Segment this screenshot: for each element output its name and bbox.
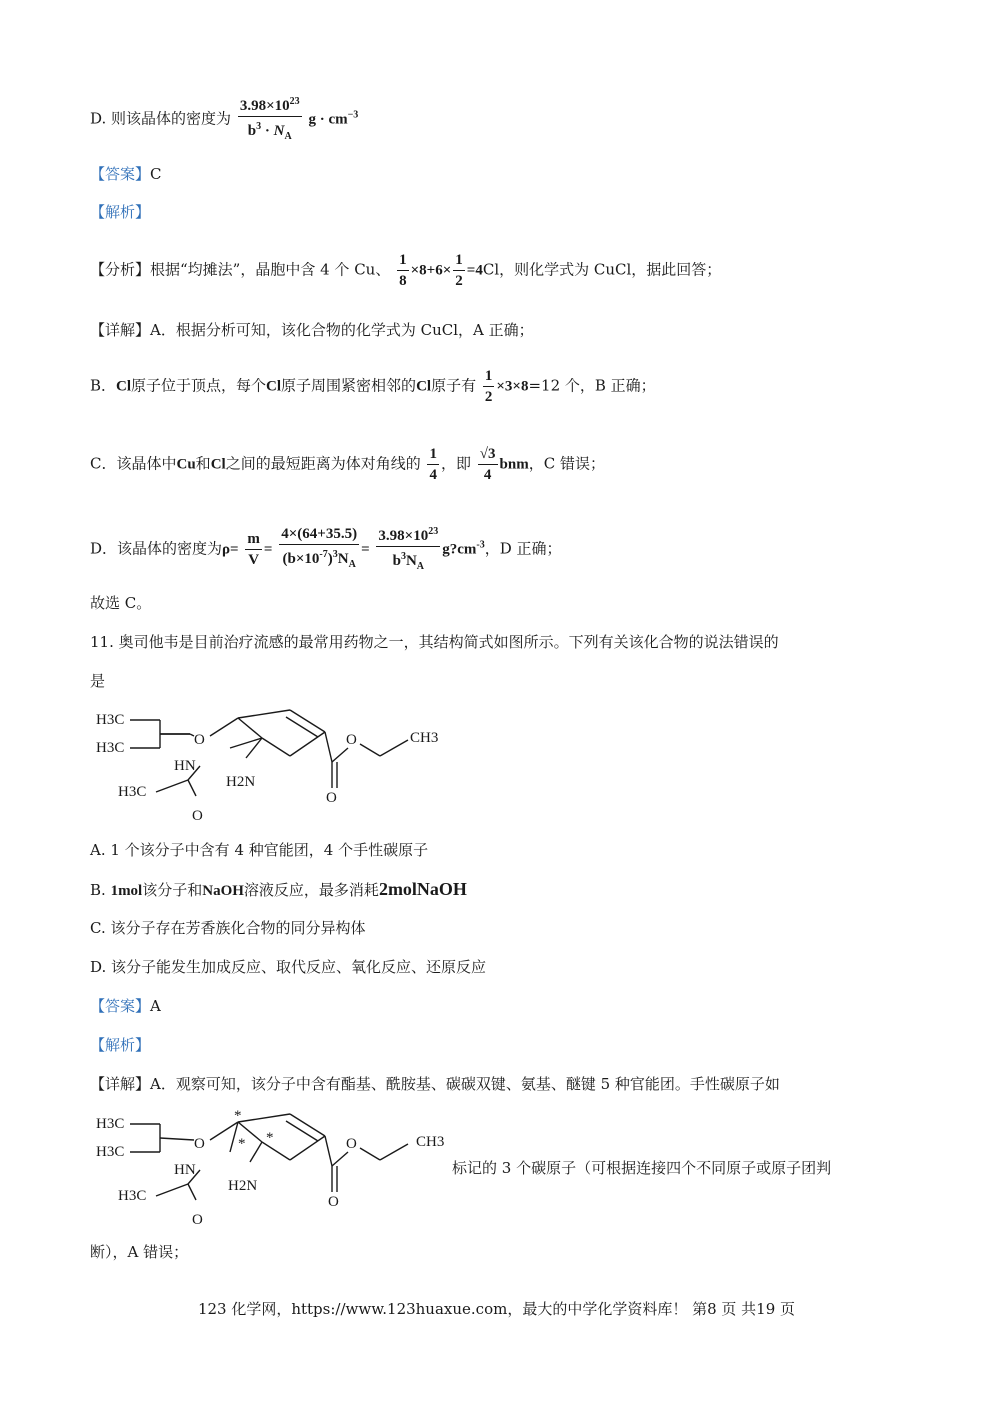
detail-side-text: 标记的 3 个碳原子（可根据连接四个不同原子或原子团判 (452, 1159, 832, 1177)
fraction-1-2 (453, 250, 465, 291)
oseltamivir-structure (90, 700, 460, 830)
mol-h3c-mid: H3C (96, 740, 125, 756)
fraction-m-v (245, 529, 262, 570)
frac-den-sub: A (416, 561, 425, 572)
option-b-text-2: 溶液反应，最多消耗 (243, 881, 379, 899)
q11-option-d (90, 956, 486, 978)
option-d-text: D. 该分子能发生加成反应、取代反应、氧化反应、还原反应 (90, 958, 487, 976)
answer-value: A (150, 997, 161, 1015)
prev-conclusion (90, 592, 151, 614)
rho-symbol: ρ= (222, 541, 239, 558)
xiangjie-tag: 【详解】 (90, 321, 151, 339)
prev-answer (90, 163, 162, 185)
chiral-star-2: * (238, 1136, 246, 1152)
q11-option-b (90, 878, 467, 902)
fraction-1-8 (397, 250, 409, 291)
option-b-naoh: NaOH (202, 883, 244, 899)
mol-h3c-top: H3C (96, 712, 125, 728)
frac-num: 3.98×10 (239, 98, 290, 114)
mol-hn: HN (174, 758, 196, 774)
c-text-1: 和 (195, 454, 211, 473)
mol-o-amide: O (192, 1212, 203, 1228)
q11-answer (90, 995, 161, 1017)
q11-stem-2 (90, 670, 105, 692)
mol-h3c-mid: H3C (96, 1144, 125, 1160)
d-unit-exp: -3 (476, 539, 485, 551)
c-unit: bnm (499, 456, 529, 473)
mol-o-carbonyl: O (326, 790, 337, 806)
equals: = (263, 541, 273, 558)
stem-text-1: 11. 奥司他韦是目前治疗流感的最常用药物之一，其结构简式如图所示。下列有关该化合物的说法错误的 (90, 633, 779, 651)
cl-symbol: Cl (210, 456, 226, 473)
frac-den: b (392, 553, 401, 569)
frac-den-b: ) (327, 551, 333, 567)
mol-ch3: CH3 (410, 730, 439, 746)
mol-o-ester: O (346, 1136, 357, 1152)
frac-num: 1 (453, 250, 465, 271)
frac-den-sub: A (348, 559, 356, 570)
frac-num: 4×(64+35.5) (279, 524, 359, 545)
option-b-mol: 1mol (110, 883, 143, 899)
mol-h2n: H2N (226, 774, 256, 790)
c-text-3: ，即 (440, 454, 471, 473)
detail-tag: 【详解】 (90, 1075, 151, 1093)
frac-den-na: N (273, 123, 285, 139)
prev-option-d (90, 92, 358, 147)
prev-fenxi (90, 250, 721, 291)
option-b-text-1: 该分子和 (142, 881, 203, 899)
option-b-label: B. (90, 881, 111, 899)
density-fraction (238, 92, 302, 147)
frac-num: 1 (483, 366, 495, 387)
fenxi-tag: 【分析】 (90, 260, 151, 279)
prev-xiangjie-b (90, 366, 656, 407)
frac-den-exp: 3 (400, 551, 406, 562)
density-unit: g · cm (308, 111, 348, 128)
frac-num: 1 (397, 250, 409, 271)
answer-tag: 【答案】 (90, 997, 151, 1015)
mol-hn: HN (174, 1162, 196, 1178)
footer-text: 123 化学网，https://www.123huaxue.com，最大的中学化学资料库！ 第8 页 共19 页 (197, 1300, 796, 1318)
b-prefix: B． (90, 376, 117, 395)
prev-xiangjie-d (90, 522, 562, 577)
mol-h3c-acetyl: H3C (118, 1188, 147, 1204)
option-c-text: C. 该分子存在芳香族化合物的同分异构体 (90, 919, 366, 937)
frac-num: m (245, 529, 262, 550)
b-text-2: 原子周围紧密相邻的 (281, 376, 417, 395)
frac-den-exp1: -7 (319, 549, 328, 560)
conclusion-text: 故选 C。 (90, 594, 152, 612)
cu-symbol: Cu (176, 456, 196, 473)
fraction-result (376, 522, 440, 577)
detail-end-text: 断），A 错误； (90, 1243, 189, 1261)
page-footer (0, 1298, 993, 1319)
q11-detail (90, 1073, 780, 1095)
q11-option-a (90, 839, 428, 861)
frac-den: V (248, 552, 260, 568)
frac-den-base: b (247, 123, 257, 139)
frac-den-dot: · (261, 123, 274, 139)
frac-den-exp2: 3 (332, 549, 338, 560)
fraction-1-4 (427, 444, 439, 485)
fenxi-math-1: ×8+6× (410, 262, 452, 279)
fenxi-math-2: =4 (466, 262, 483, 279)
mol-o-ether: O (194, 732, 205, 748)
q11-detail-end (90, 1241, 188, 1263)
q11-option-c (90, 917, 365, 939)
frac-den-a: (b×10 (282, 551, 320, 567)
d-prefix: D．该晶体的密度为 (90, 539, 223, 558)
analysis-tag: 【解析】 (90, 1036, 151, 1054)
fenxi-text-2: Cl，则化学式为 CuCl，据此回答； (482, 260, 722, 279)
frac-den: 2 (455, 273, 463, 289)
prev-analysis-tag (90, 201, 150, 223)
mol-ch3: CH3 (416, 1134, 445, 1150)
frac-num: 3.98×10 (378, 528, 429, 544)
q11-detail-side (452, 1157, 831, 1179)
chiral-star-3: * (266, 1130, 274, 1146)
frac-num-exp: 23 (428, 526, 439, 537)
b-text-3: 原子有 (431, 376, 477, 395)
frac-num: 1 (427, 444, 439, 465)
xiangjie-text: A．根据分析可知，该化合物的化学式为 CuCl，A 正确； (150, 321, 534, 339)
mol-o-amide: O (192, 808, 203, 824)
frac-den: 2 (484, 389, 493, 405)
frac-den: 8 (399, 273, 407, 289)
frac-den-exp: 3 (256, 121, 262, 132)
mol-h3c-top: H3C (96, 1116, 125, 1132)
option-a-text: A. 1 个该分子中含有 4 种官能团，4 个手性碳原子 (90, 841, 429, 859)
mol-o-ether: O (194, 1136, 205, 1152)
mol-h2n: H2N (228, 1178, 258, 1194)
b-text-4: =12 个，B 正确； (528, 376, 656, 395)
c-prefix: C．该晶体中 (90, 454, 177, 473)
frac-den: 4 (429, 467, 437, 483)
mol-h3c-acetyl: H3C (118, 784, 147, 800)
chiral-star-1: * (234, 1108, 242, 1124)
cl-symbol: Cl (266, 378, 282, 395)
fraction-1-2 (483, 366, 495, 407)
c-text-4: ，C 错误； (528, 454, 605, 473)
frac-num: √3 (478, 444, 498, 465)
analysis-tag: 【解析】 (90, 203, 151, 221)
frac-den-na-sub: A (284, 131, 292, 142)
d-text-end: ，D 正确； (484, 539, 562, 558)
d-unit: g?cm (442, 541, 477, 558)
stem-text-2: 是 (90, 672, 106, 690)
cl-symbol: Cl (416, 378, 432, 395)
oseltamivir-structure-chiral (90, 1102, 460, 1232)
density-unit-exp: −3 (347, 109, 359, 121)
prev-xiangjie-a (90, 319, 534, 341)
frac-den-na: N (405, 553, 417, 569)
frac-den-c: N (337, 551, 349, 567)
cl-symbol: Cl (116, 378, 132, 395)
b-text-1: 原子位于顶点，每个 (131, 376, 267, 395)
option-b-end: 2molNaOH (378, 879, 467, 899)
mol-o-carbonyl: O (328, 1194, 339, 1210)
answer-tag: 【答案】 (90, 165, 151, 183)
fenxi-text-1: 根据“均摊法”，晶胞中含 4 个 Cu、 (150, 260, 391, 279)
fraction-mass-volume (279, 524, 359, 575)
fraction-sqrt3-4 (478, 444, 498, 485)
equals: = (361, 541, 370, 558)
frac-den: 4 (483, 467, 492, 483)
answer-value: C (150, 165, 162, 183)
mol-o-ester: O (346, 732, 357, 748)
b-math: ×3×8 (496, 378, 529, 395)
c-text-2: 之间的最短距离为体对角线的 (225, 454, 421, 473)
frac-num-exp: 23 (289, 96, 300, 107)
option-text: 则该晶体的密度为 (111, 109, 232, 128)
detail-text: A．观察可知，该分子中含有酯基、酰胺基、碳碳双键、氨基、醚键 5 种官能团。手性碳原子如 (150, 1075, 780, 1093)
q11-stem-1 (90, 631, 779, 653)
q11-analysis-tag (90, 1034, 150, 1056)
prev-xiangjie-c (90, 444, 605, 485)
option-label: D. (90, 109, 107, 128)
